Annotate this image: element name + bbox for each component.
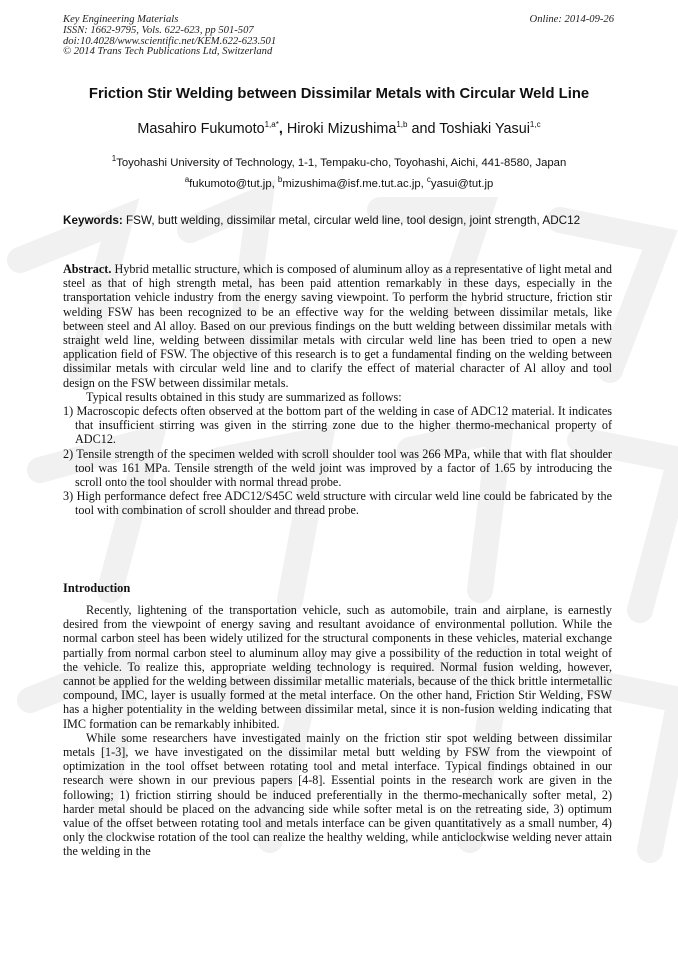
result-item: 2) Tensile strength of the specimen welded with scroll shoulder tool was 266 MPa, while that with flat shoulder tool was 161 MPa. Tensile strength of the weld joint was improved by a factor of 1.65 by introducing the scroll onto the tool shoulder with normal thread probe. (63, 446, 612, 490)
email-address: mizushima@isf.me.tut.ac.jp (282, 178, 421, 190)
abstract-paragraph (63, 262, 612, 390)
journal-copyright: © 2014 Trans Tech Publications Ltd, Switzerland (63, 46, 273, 58)
abstract-text: Hybrid metallic structure, which is composed of aluminum alloy as a representative of light metal and steel as that of high strength metal, has been paid attention remarkably in these days, especially in the transportation vehicle industry from the energy saving viewpoint. To perform the hybrid structure, friction stir welding FSW has been recognized to be an effective way for the welding between dissimilar metals, like between steel and Al alloy. Based on our previous findings on the butt welding between dissimilar metals with straight weld line, welding between dissimilar metals with circular weld line has been tried to open a new application field of FSW. The objective of this research is to get a fundamental finding on the welding between dissimilar metals with circular weld line and to clarify the effect of material character of Al alloy and tool design on the FSW between dissimilar metals. (63, 262, 613, 390)
author-superscript: 1,c (529, 120, 541, 130)
email-separator: , (271, 178, 278, 190)
introduction-section (63, 603, 612, 859)
result-item: 1) Macroscopic defects often observed at the bottom part of the welding in case of ADC12 material. It indicates that insufficient stirring was given in the stirring zone due to the higher thermo-mechanical property of ADC12. (63, 404, 612, 447)
author-list (0, 121, 678, 137)
introduction-heading: Introduction (63, 581, 131, 595)
paper-title: Friction Stir Welding between Dissimilar Metals with Circular Weld Line (88, 86, 590, 102)
author-separator: , (278, 121, 287, 137)
author-superscript: 1,b (396, 120, 408, 130)
journal-name: Key Engineering Materials (63, 14, 179, 25)
email-address: fukumoto@tut.jp (189, 178, 272, 190)
email-superscript: a (184, 175, 190, 185)
abstract-label: Abstract. (63, 262, 112, 276)
email-superscript: b (277, 175, 283, 185)
keywords-section (63, 213, 612, 229)
email-separator: , (420, 178, 427, 190)
email-superscript: c (426, 175, 431, 185)
author-name: Masahiro Fukumoto (137, 121, 265, 137)
author-superscript: 1,a* (264, 120, 279, 130)
abstract-section (63, 262, 612, 518)
journal-info (63, 15, 276, 58)
author-separator: and (407, 121, 440, 137)
affiliation (0, 154, 678, 169)
keywords-label: Keywords: (63, 214, 123, 227)
introduction-paragraph: Recently, lightening of the transportation vehicle, such as automobile, train and airplane, is earnestly desired from the viewpoint of energy saving and resultant avoidance of environmental pollution. While the normal carbon steel has been widely utilized for the structural components in these vehicles, material exchange partially from normal carbon steel to aluminum alloy may give a possibility of the reduction in total weight of the vehicle. To realize this, appropriate welding technology is required. Normal fusion welding, however, cannot be applied for the welding between dissimilar metallic materials, because of the thick brittle intermetallic compound, IMC, layer is usually formed at the metal interface. On the other hand, Friction Stir Welding, FSW has a higher potentiality in the welding between dissimilar metal, since it is non-fusion welding indicating that IMC formation can be remarkably inhibited. (63, 603, 612, 731)
result-item: 3) High performance defect free ADC12/S45C weld structure with circular weld line could be fabricated by the tool with combination of scroll shoulder and thread probe. (63, 489, 612, 518)
affiliation-text: Toyohashi University of Technology, 1-1, Tempaku-cho, Toyohashi, Aichi, 441-8580, Japan (116, 157, 567, 169)
results-intro: Typical results obtained in this study are summarized as follows: (86, 389, 402, 404)
journal-doi: doi:10.4028/www.scientific.net/KEM.622-623.501 (63, 35, 277, 47)
email-address: yasui@tut.jp (430, 178, 494, 190)
introduction-paragraph: While some researchers have investigated mainly on the friction stir spot welding between dissimilar metals [1-3], we have investigated on the dissimilar metal butt welding by FSW from the viewpoint of optimization in the tool offset between rotating tool and metal interface. Typical findings obtained in our research were shown in our previous papers [4-8]. Essential points in the research work are given in the following; 1) friction stirring should be induced preferentially in the thermo-mechanically softer metal, 2) harder metal should be placed on the advancing side while softer metal is on the retreating side, 3) optimum value of the offset between rotating tool and metals interface can be given quantitatively as a small number, 4) only the clockwise rotation of the tool can realize the healthy welding, while anticlockwise welding never attain the welding in the (63, 730, 612, 859)
author-name: Hiroki Mizushima (286, 121, 397, 137)
email-list (0, 175, 678, 190)
affiliation-superscript: 1 (111, 154, 117, 164)
online-date: Online: 2014-09-26 (529, 14, 614, 25)
author-name: Toshiaki Yasui (439, 121, 530, 137)
keywords-text: FSW, butt welding, dissimilar metal, circular weld line, tool design, joint strength, ADC12 (126, 214, 581, 227)
journal-issn: ISSN: 1662-9795, Vols. 622-623, pp 501-507 (63, 24, 254, 36)
